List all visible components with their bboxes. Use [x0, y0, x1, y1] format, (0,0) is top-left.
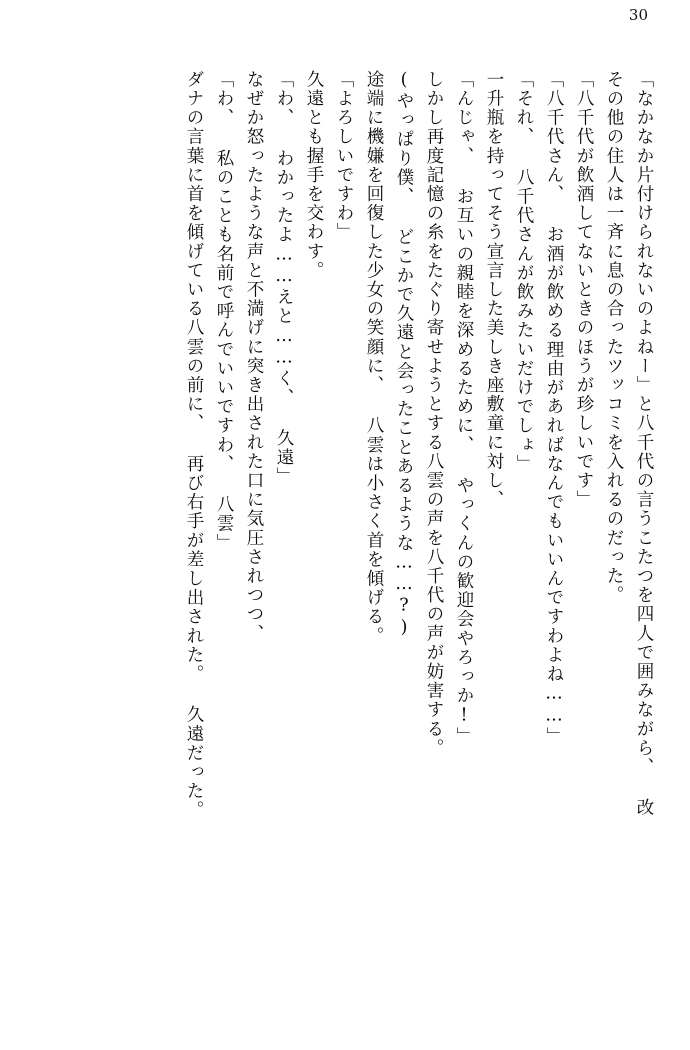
text-line: 「なかなか片付けられないのよねー」と八千代の言うこたつを四人で囲みながら、 改 — [634, 70, 654, 818]
page-number: 30 — [628, 6, 648, 24]
text-line: 「わ、 わかったよ……えと……く、 久遠」 — [274, 70, 294, 487]
text-line: 「わ、 私のことも名前で呼んでいいですわ、 八雲」 — [214, 70, 234, 553]
text-line: 「んじゃ、 お互いの親睦を深めるために、 やっくんの歓迎会やろっか!」 — [454, 70, 474, 746]
text-line: 「八千代が飲酒してないときのほうが珍しいです」 — [574, 70, 594, 510]
text-line: 「よろしいですわ」 — [334, 70, 354, 242]
text-line: ダナの言葉に首を傾げている八雲の前に、 再び右手が差し出された。 久遠だった。 — [184, 70, 204, 820]
text-line: 一升瓶を持ってそう宣言した美しき座敷童に対し、 — [484, 70, 504, 510]
text-line: しかし再度記憶の糸をたぐり寄せようとする八雲の声を八千代の声が妨害する。 — [424, 70, 444, 758]
text-line: 「それ、 八千代さんが飲みたいだけでしょ」 — [514, 70, 534, 474]
text-line: なぜか怒ったような声と不満げに突き出された口に気圧されつつ、 — [244, 70, 264, 643]
text-line: (やっぱり僕、 どこかで久遠と会ったことあるような……?) — [394, 70, 414, 639]
vertical-text-block — [172, 70, 652, 1025]
text-line: 途端に機嫌を回復した少女の笑顔に、 八雲は小さく首を傾げる。 — [364, 70, 384, 646]
text-line: 「八千代さん、 お酒が飲める理由があればなんでもいいんですわよね……」 — [544, 70, 564, 746]
text-line: 久遠とも握手を交わす。 — [304, 70, 324, 281]
text-line: その他の住人は一斉に息の合ったツッコミを入れるのだった。 — [604, 70, 624, 605]
